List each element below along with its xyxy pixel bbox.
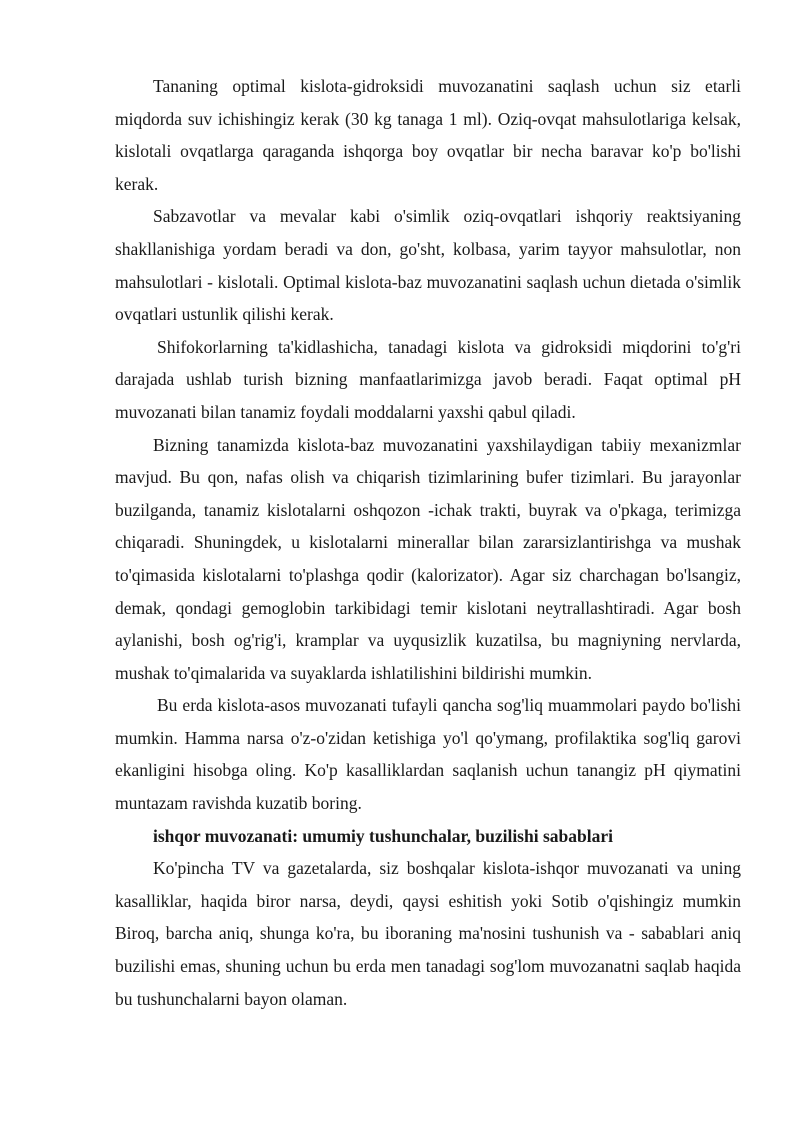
paragraph-health-problems: Bu erda kislota-asos muvozanati tufayli qancha sog'liq muammolari paydo bo'lishi mumkin. Hamma narsa o'z-o'zidan ketishiga yo'l qo'ymang, profilaktika sog'liq garovi ekanligini hisobga oling. Ko'p kasalliklardan saqlanish uchun tanangiz pH qiymatini muntazam ravishda kuzatib boring.	[115, 695, 741, 814]
paragraph-water-intake: Tananing optimal kislota-gidroksidi muvozanatini saqlash uchun siz etarli miqdorda suv ichishingiz kerak (30 kg tanaga 1 ml). Oziq-ovqat mahsulotlariga kelsak, kislotali ovqatlarga qaraganda ishqorga boy ovqatlar bir necha baravar ko'p bo'lishi kerak.	[115, 76, 741, 194]
paragraph-plant-foods: Sabzavotlar va mevalar kabi o'simlik oziq-ovqatlari ishqoriy reaktsiyaning shakllanishiga yordam beradi va don, go'sht, kolbasa, yarim tayyor mahsulotlar, non mahsulotlari - kislotali. Optimal kislota-baz muvozanatini saqlash uchun dietada o'simlik ovqatlari ustunlik qilishi kerak.	[115, 206, 741, 325]
paragraph-body-mechanisms: Bizning tanamizda kislota-baz muvozanatini yaxshilaydigan tabiiy mexanizmlar mavjud. Bu qon, nafas olish va chiqarish tizimlarining bufer tizimlari. Bu jarayonlar buzilganda, tanamiz kislotalarni oshqozon -ichak trakti, buyrak va o'pkaga, terimizga chiqaradi. Shuningdek, u kislotalarni minerallar bilan zararsizlantirishga va mushak to'qimasida kislotalarni to'plashga qodir (kalorizator). Agar siz charchagan bo'lsangiz, demak, qondagi gemoglobin tarkibidagi temir kislotani neytrallashtiradi. Agar bosh aylanishi, bosh og'rig'i, kramplar va uyqusizlik kuzatilsa, bu magniyning nervlarda, mushak to'qimalarida va suyaklarda ishlatilishini bildirishi mumkin.	[115, 434, 741, 683]
paragraph-final: Ko'pincha TV va gazetalarda, siz boshqalar kislota-ishqor muvozanati va uning kasalliklar, haqida biror narsa, deydi, qaysi eshitish yoki Sotib o'qishingiz mumkin Biroq, barcha aniq, shunga ko'ra, bu iboraning ma'nosini tushunish va - sabablari aniq buzilishi emas, shuning uchun bu erda men tanadagi sog'lom muvozanatni saqlab haqida bu tushunchalarni bayon olaman.	[115, 858, 741, 1009]
document-body	[115, 70, 741, 1015]
paragraph-doctors-opinion: Shifokorlarning ta'kidlashicha, tanadagi kislota va gidroksidi miqdorini to'g'ri darajada ushlab turish bizning manfaatlarimizga javob beradi. Faqat optimal pH muvozanati bilan tanamiz foydali moddalarni yaxshi qabul qiladi.	[115, 336, 741, 422]
section-heading: ishqor muvozanati: umumiy tushunchalar, buzilishi sabablari	[153, 825, 613, 846]
